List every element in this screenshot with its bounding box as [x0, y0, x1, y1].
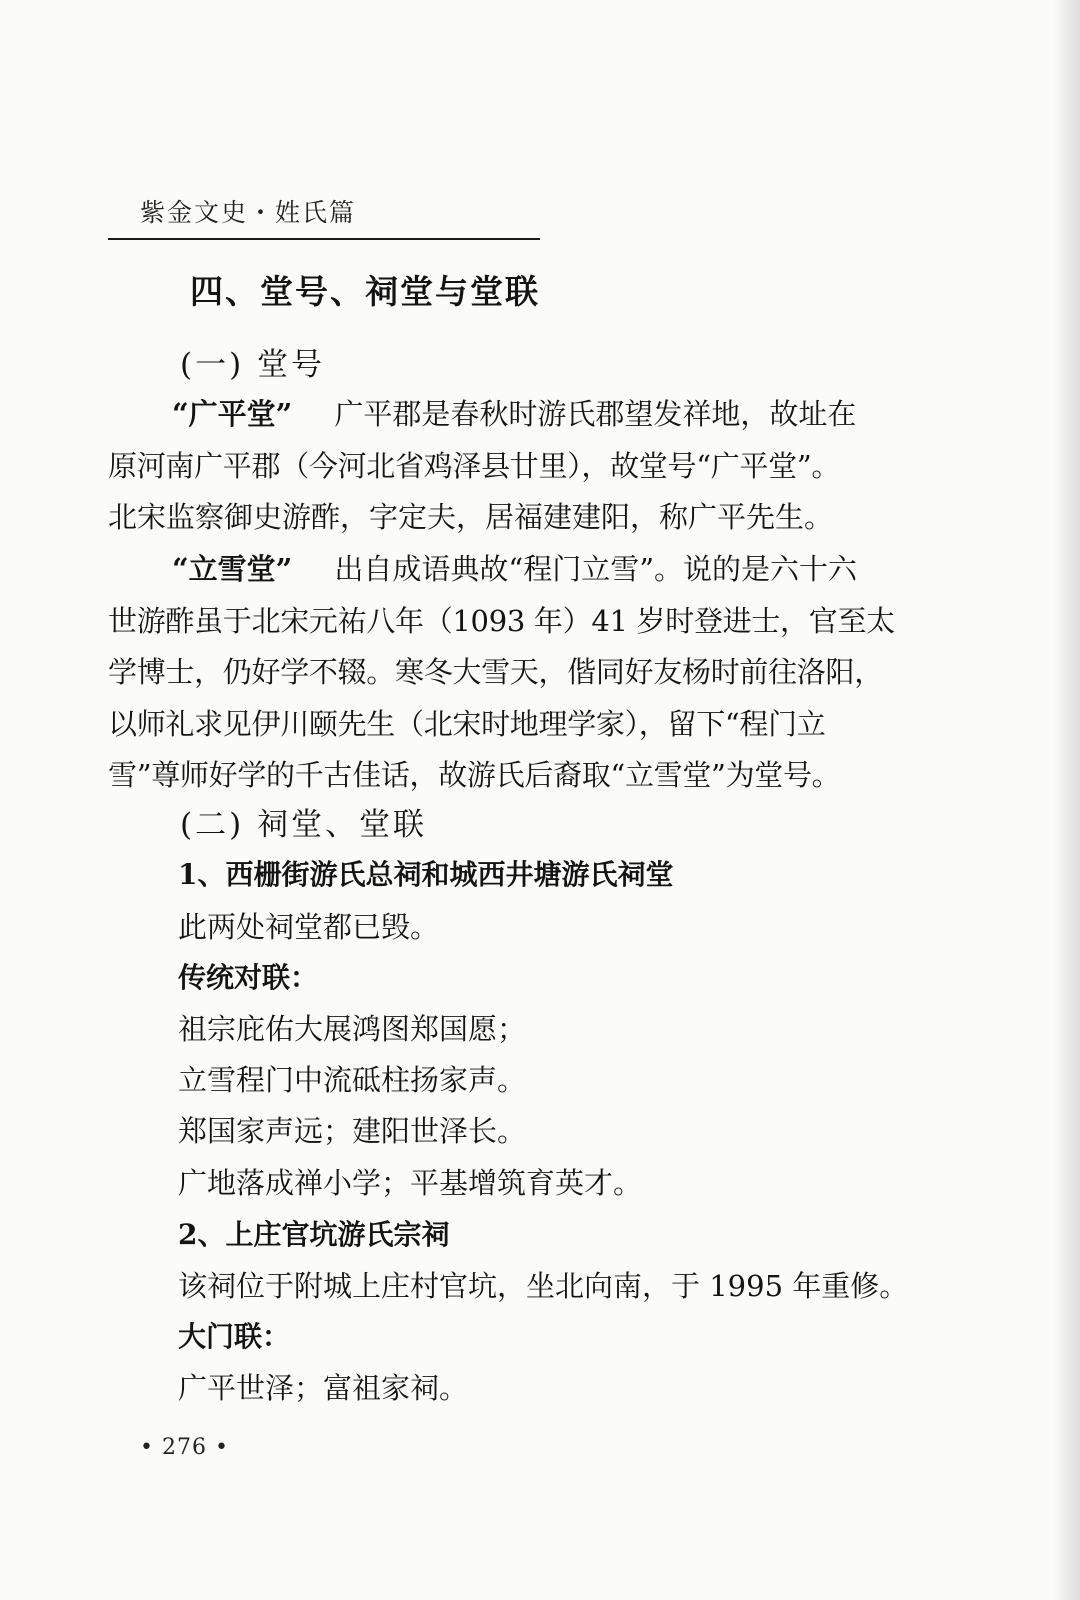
hall-title-2: 2、上庄官坑游氏宗祠	[178, 1218, 450, 1251]
couplet-line: 广平世泽；富祖家祠。	[178, 1371, 469, 1405]
entry-line: 学博士，仍好学不辍。寒冬大雪天，偕同好友杨时前往洛阳，	[108, 655, 883, 689]
subsection-heading-2: (二) 祠堂、堂联	[180, 807, 428, 843]
hall-desc-1: 此两处祠堂都已毁。	[178, 910, 440, 944]
section-title: 四、堂号、祠堂与堂联	[190, 272, 540, 311]
hall-desc-2: 该祠位于附城上庄村官坑，坐北向南，于 1995 年重修。	[178, 1269, 909, 1303]
couplet-label-1: 传统对联：	[178, 961, 319, 994]
entry-lixue	[172, 552, 857, 586]
couplet-label-2: 大门联：	[178, 1320, 291, 1353]
entry-line: 出自成语典故“程门立雪”。说的是六十六	[334, 552, 858, 586]
couplet-line: 广地落成禅小学；平基增筑育英才。	[178, 1166, 643, 1200]
scan-edge-shadow	[1054, 0, 1080, 1600]
hall-title-1: 1、西栅街游氏总祠和城西井塘游氏祠堂	[178, 858, 674, 891]
couplet-line: 祖宗庇佑大展鸿图郑国愿；	[178, 1012, 527, 1046]
entry-line: 以师礼求见伊川颐先生（北宋时地理学家），留下“程门立	[108, 707, 826, 741]
entry-term: “立雪堂”	[172, 552, 293, 586]
header-rule	[108, 238, 540, 240]
entry-line: 世游酢虽于北宋元祐八年（1093 年）41 岁时登进士，官至太	[108, 604, 895, 638]
page-number: • 276 •	[140, 1435, 229, 1460]
entry-line: 雪”尊师好学的千古佳话，故游氏后裔取“立雪堂”为堂号。	[108, 758, 841, 792]
entry-term: “广平堂”	[172, 397, 293, 431]
entry-line: 北宋监察御史游酢，字定夫，居福建建阳，称广平先生。	[108, 500, 834, 534]
couplet-line: 郑国家声远；建阳世泽长。	[178, 1114, 527, 1148]
running-header: 紫金文史・姓氏篇	[140, 198, 357, 227]
entry-line: 广平郡是春秋时游氏郡望发祥地，故址在	[334, 397, 857, 431]
entry-guangping	[172, 397, 856, 431]
entry-line: 原河南广平郡（今河北省鸡泽县廿里），故堂号“广平堂”。	[108, 449, 841, 483]
subsection-heading-1: (一) 堂号	[180, 347, 326, 383]
couplet-line: 立雪程门中流砥柱扬家声。	[178, 1063, 527, 1097]
